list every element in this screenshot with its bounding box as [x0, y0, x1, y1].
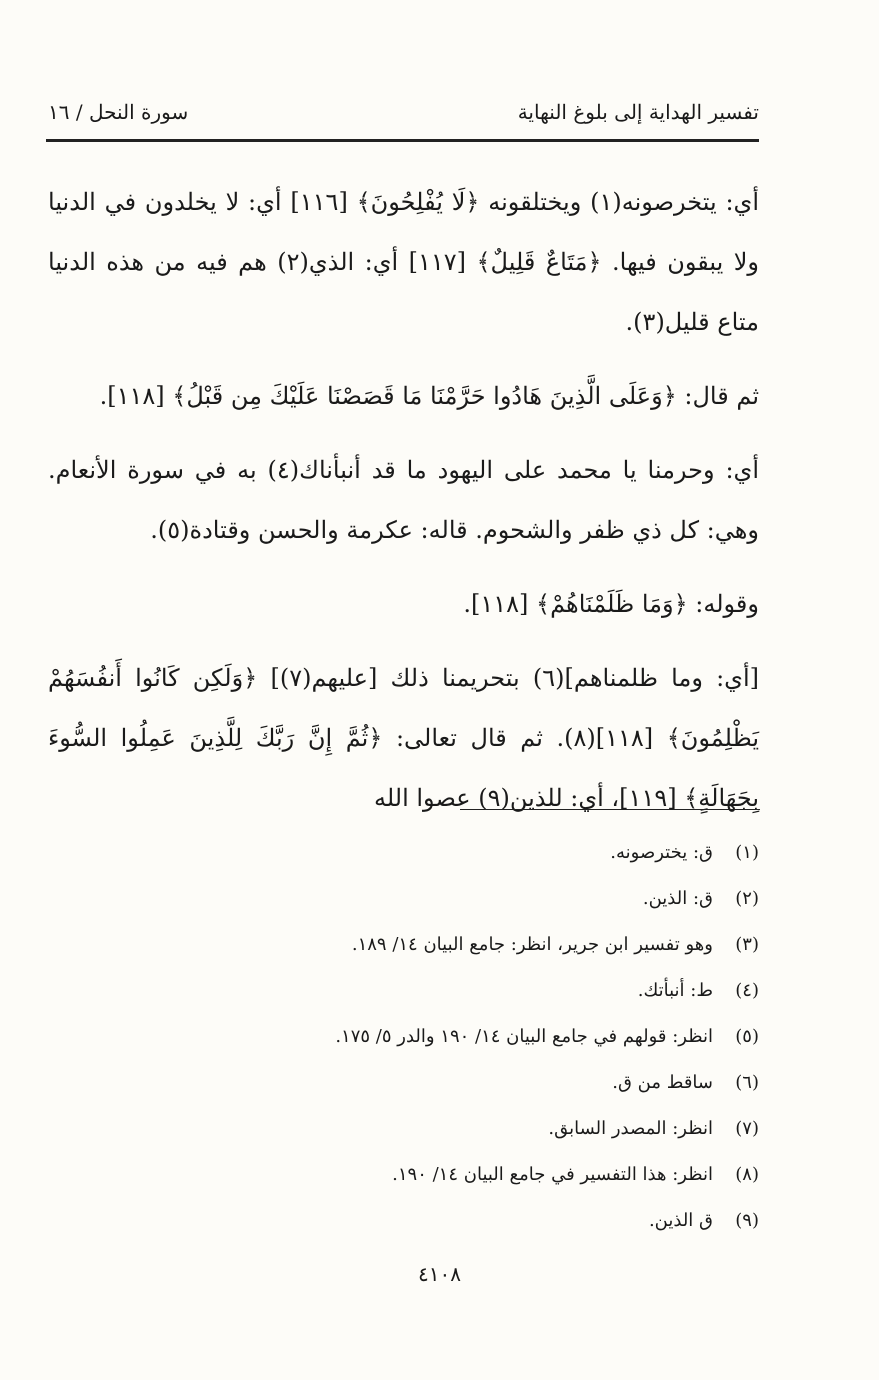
- footnote-text: ساقط من ق.: [612, 1072, 713, 1093]
- surah-page-label: سورة النحل / ١٦: [48, 100, 189, 124]
- header-divider: [46, 139, 759, 142]
- footnote-number: (٩): [735, 1210, 759, 1231]
- book-title: تفسير الهداية إلى بلوغ النهاية: [517, 100, 759, 124]
- paragraph: وقوله: ﴿وَمَا ظَلَمْنَاهُمْ﴾ [١١٨].: [463, 590, 759, 618]
- footnote-item: [200, 1158, 759, 1204]
- footnote-number: (٤): [735, 980, 759, 1001]
- paragraph: ثم قال: ﴿وَعَلَى الَّذِينَ هَادُوا حَرَّمْنَا مَا قَصَصْنَا عَلَيْكَ مِن قَبْلُ﴾ [١١٨].: [99, 382, 759, 410]
- footnote-text: ط: أنبأتك.: [637, 980, 713, 1001]
- footnote-text: ق الذين.: [648, 1210, 713, 1231]
- footnote-item: [200, 836, 759, 882]
- paragraph: أي: وحرمنا يا محمد على اليهود ما قد أنبأناك(٤) به في سورة الأنعام. وهي: كل ذي ظفر والشحوم. قاله: عكرمة والحسن وقتادة(٥).: [48, 456, 759, 544]
- footnote-text: انظر: قولهم في جامع البيان ١٤/ ١٩٠ والدر ٥/ ١٧٥.: [335, 1026, 713, 1047]
- footnote-number: (٦): [735, 1072, 759, 1093]
- footnote-item: [200, 1066, 759, 1112]
- paragraph: [أي: وما ظلمناهم](٦) بتحريمنا ذلك [عليهم(٧)] ﴿وَلَكِن كَانُوا أَنفُسَهُمْ يَظْلِمُونَ﴾ [١١٨](٨). ثم قال تعالى: ﴿ثُمَّ إِنَّ رَبَّكَ لِلَّذِينَ عَمِلُوا السُّوءَ بِجَهَالَةٍ﴾ [١١٩]، أي: للذين(٩) عصوا الله: [48, 664, 759, 812]
- footnote-item: [200, 1112, 759, 1158]
- footnote-number: (٨): [735, 1164, 759, 1185]
- footnote-text: ق: الذين.: [642, 888, 713, 909]
- footnote-divider: [460, 809, 760, 810]
- footnote-item: [200, 1020, 759, 1066]
- page-number: ٤١٠٨: [418, 1262, 461, 1286]
- footnote-item: [200, 1204, 759, 1250]
- footnote-item: [200, 882, 759, 928]
- footnotes-list: [200, 836, 759, 1250]
- footnote-number: (٧): [735, 1118, 759, 1139]
- footnote-text: ق: يخترصونه.: [610, 842, 713, 863]
- main-text: [48, 172, 759, 828]
- footnote-number: (٣): [735, 934, 759, 955]
- footnote-item: [200, 974, 759, 1020]
- running-head: [48, 100, 759, 140]
- footnote-number: (٢): [735, 888, 759, 909]
- paragraph: أي: يتخرصونه(١) ويختلقونه ﴿لَا يُفْلِحُونَ﴾ [١١٦] أي: لا يخلدون في الدنيا ولا يبقون فيها. ﴿مَتَاعٌ قَلِيلٌ﴾ [١١٧] أي: الذي(٢) هم فيه من هذه الدنيا متاع قليل(٣).: [48, 188, 760, 336]
- footnote-text: انظر: هذا التفسير في جامع البيان ١٤/ ١٩٠.: [392, 1164, 713, 1185]
- footnote-number: (١): [735, 842, 759, 863]
- footnote-text: انظر: المصدر السابق.: [548, 1118, 713, 1139]
- footnote-text: وهو تفسير ابن جرير، انظر: جامع البيان ١٤/ ١٨٩.: [351, 934, 713, 955]
- footnote-number: (٥): [735, 1026, 759, 1047]
- footnote-item: [200, 928, 759, 974]
